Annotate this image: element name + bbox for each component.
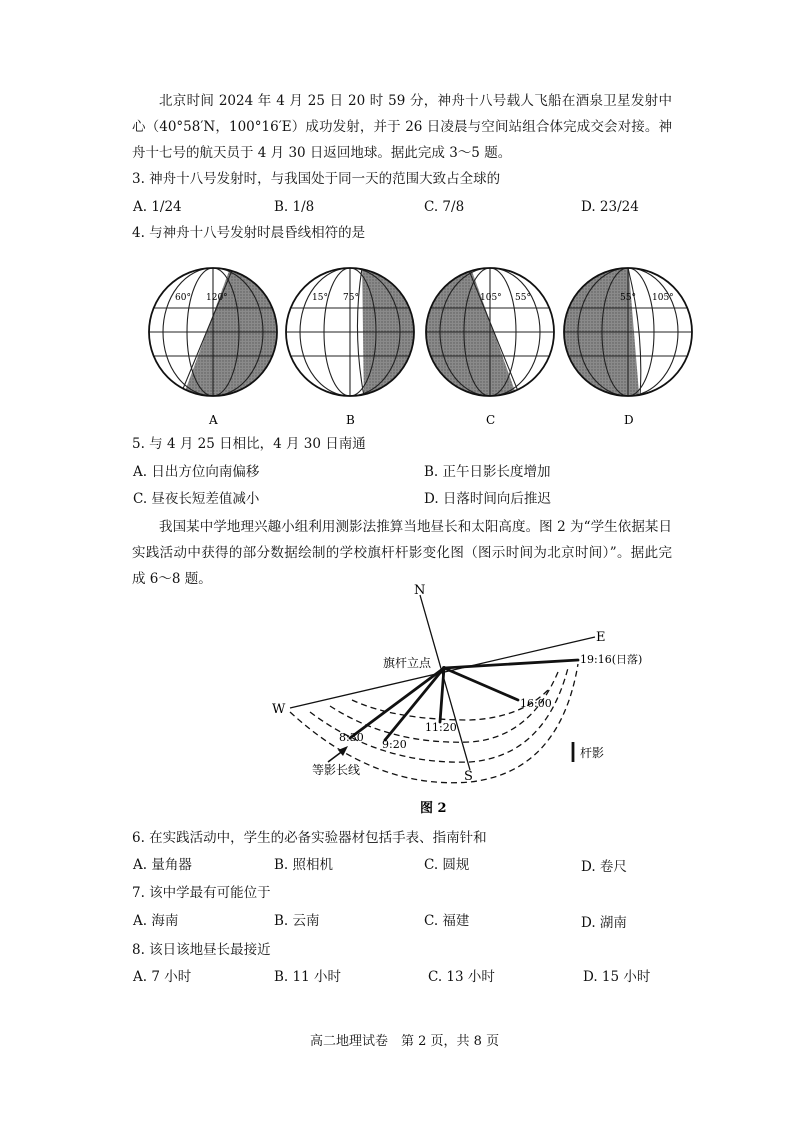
q8-option-c: C. 13 小时 bbox=[428, 969, 495, 985]
globe-a-lon-left: 60° bbox=[175, 293, 191, 303]
globe-b-lon-right: 75° bbox=[343, 293, 359, 303]
south-label: S bbox=[464, 769, 473, 784]
time-label-1600: 16:00 bbox=[520, 697, 552, 710]
question-7-stem: 7. 该中学最有可能位于 bbox=[132, 885, 271, 901]
q5-option-c: C. 昼夜长短差值减小 bbox=[133, 491, 260, 507]
q6-option-d: D. 卷尺 bbox=[581, 859, 627, 875]
east-label: E bbox=[596, 630, 606, 645]
globe-c bbox=[420, 260, 554, 427]
globe-d-label: D bbox=[624, 413, 634, 427]
q3-option-c: C. 7/8 bbox=[424, 199, 465, 215]
q6-option-a: A. 量角器 bbox=[133, 857, 192, 873]
shadow-1120 bbox=[440, 668, 444, 722]
globe-d-lon-right: 105° bbox=[652, 293, 674, 303]
equal-shadow-line-label: 等影长线 bbox=[312, 763, 361, 777]
page-footer: 高二地理试卷 第 2 页，共 8 页 bbox=[310, 1034, 500, 1049]
q6-option-b: B. 照相机 bbox=[274, 857, 334, 873]
globe-b-lon-left: 15° bbox=[312, 293, 328, 303]
shadow-1916 bbox=[444, 660, 578, 668]
time-label-0830: 8:30 bbox=[339, 731, 364, 744]
q3-option-a: A. 1/24 bbox=[133, 199, 182, 215]
globe-a bbox=[149, 260, 300, 427]
q5-option-b: B. 正午日影长度增加 bbox=[424, 464, 551, 480]
q8-option-a: A. 7 小时 bbox=[133, 969, 192, 985]
globe-b-label: B bbox=[346, 413, 355, 427]
globe-d-lon-left: 55° bbox=[620, 293, 636, 303]
figure-2-caption: 图 2 bbox=[420, 801, 447, 816]
globe-a-label: A bbox=[209, 413, 218, 427]
west-label: W bbox=[272, 702, 286, 717]
globe-d bbox=[555, 260, 692, 427]
time-label-1120: 11:20 bbox=[425, 721, 457, 734]
question-3-stem: 3. 神舟十八号发射时，与我国处于同一天的范围大致占全球的 bbox=[132, 171, 501, 187]
question-4-stem: 4. 与神舟十八号发射时晨昏线相符的是 bbox=[132, 225, 366, 241]
q8-option-d: D. 15 小时 bbox=[583, 969, 651, 985]
legend-shadow-label: 杆影 bbox=[580, 746, 605, 760]
time-label-1916: 19:16(日落) bbox=[580, 653, 643, 666]
flagpole-shadow-figure bbox=[0, 575, 794, 825]
globe-a-lon-right: 120° bbox=[206, 293, 228, 303]
globe-b bbox=[286, 260, 430, 427]
globe-c-lon-right: 55° bbox=[515, 293, 531, 303]
q5-option-a: A. 日出方位向南偏移 bbox=[133, 464, 260, 480]
q7-option-a: A. 海南 bbox=[133, 913, 179, 929]
q8-option-b: B. 11 小时 bbox=[274, 969, 341, 985]
q3-option-d: D. 23/24 bbox=[581, 199, 639, 215]
north-label: N bbox=[414, 583, 426, 598]
q7-option-c: C. 福建 bbox=[424, 913, 470, 929]
pole-point-label: 旗杆立点 bbox=[383, 656, 432, 670]
q5-option-d: D. 日落时间向后推迟 bbox=[424, 491, 551, 507]
intro-paragraph-1: 北京时间 2024 年 4 月 25 日 20 时 59 分，神舟十八号载人飞船在酒泉卫星发射中心（40°58′N，100°16′E）成功发射，并于 26 日凌晨与空间站组合体完成交会对接。神舟十七号的航天员于 4 月 30 日返回地球。据此完成 3～5 题。 bbox=[132, 93, 672, 161]
q3-option-b: B. 1/8 bbox=[274, 199, 315, 215]
intro-paragraph-2: 我国某中学地理兴趣小组利用测影法推算当地昼长和太阳高度。图 2 为“学生依据某日实践活动中获得的部分数据绘制的学校旗杆杆影变化图（图示时间为北京时间）”。据此完成 6～8 题。 bbox=[132, 519, 672, 587]
globes-figure bbox=[0, 260, 794, 435]
shadow-1600 bbox=[444, 668, 518, 700]
question-5-stem: 5. 与 4 月 25 日相比，4 月 30 日南通 bbox=[132, 436, 366, 452]
question-8-stem: 8. 该日该地昼长最接近 bbox=[132, 942, 271, 958]
question-6-stem: 6. 在实践活动中，学生的必备实验器材包括手表、指南针和 bbox=[132, 830, 487, 846]
q7-option-b: B. 云南 bbox=[274, 913, 320, 929]
q7-option-d: D. 湖南 bbox=[581, 915, 627, 931]
q6-option-c: C. 圆规 bbox=[424, 857, 470, 873]
globe-c-label: C bbox=[486, 413, 496, 427]
time-label-0920: 9:20 bbox=[382, 738, 407, 751]
globe-c-lon-left: 105° bbox=[480, 293, 502, 303]
